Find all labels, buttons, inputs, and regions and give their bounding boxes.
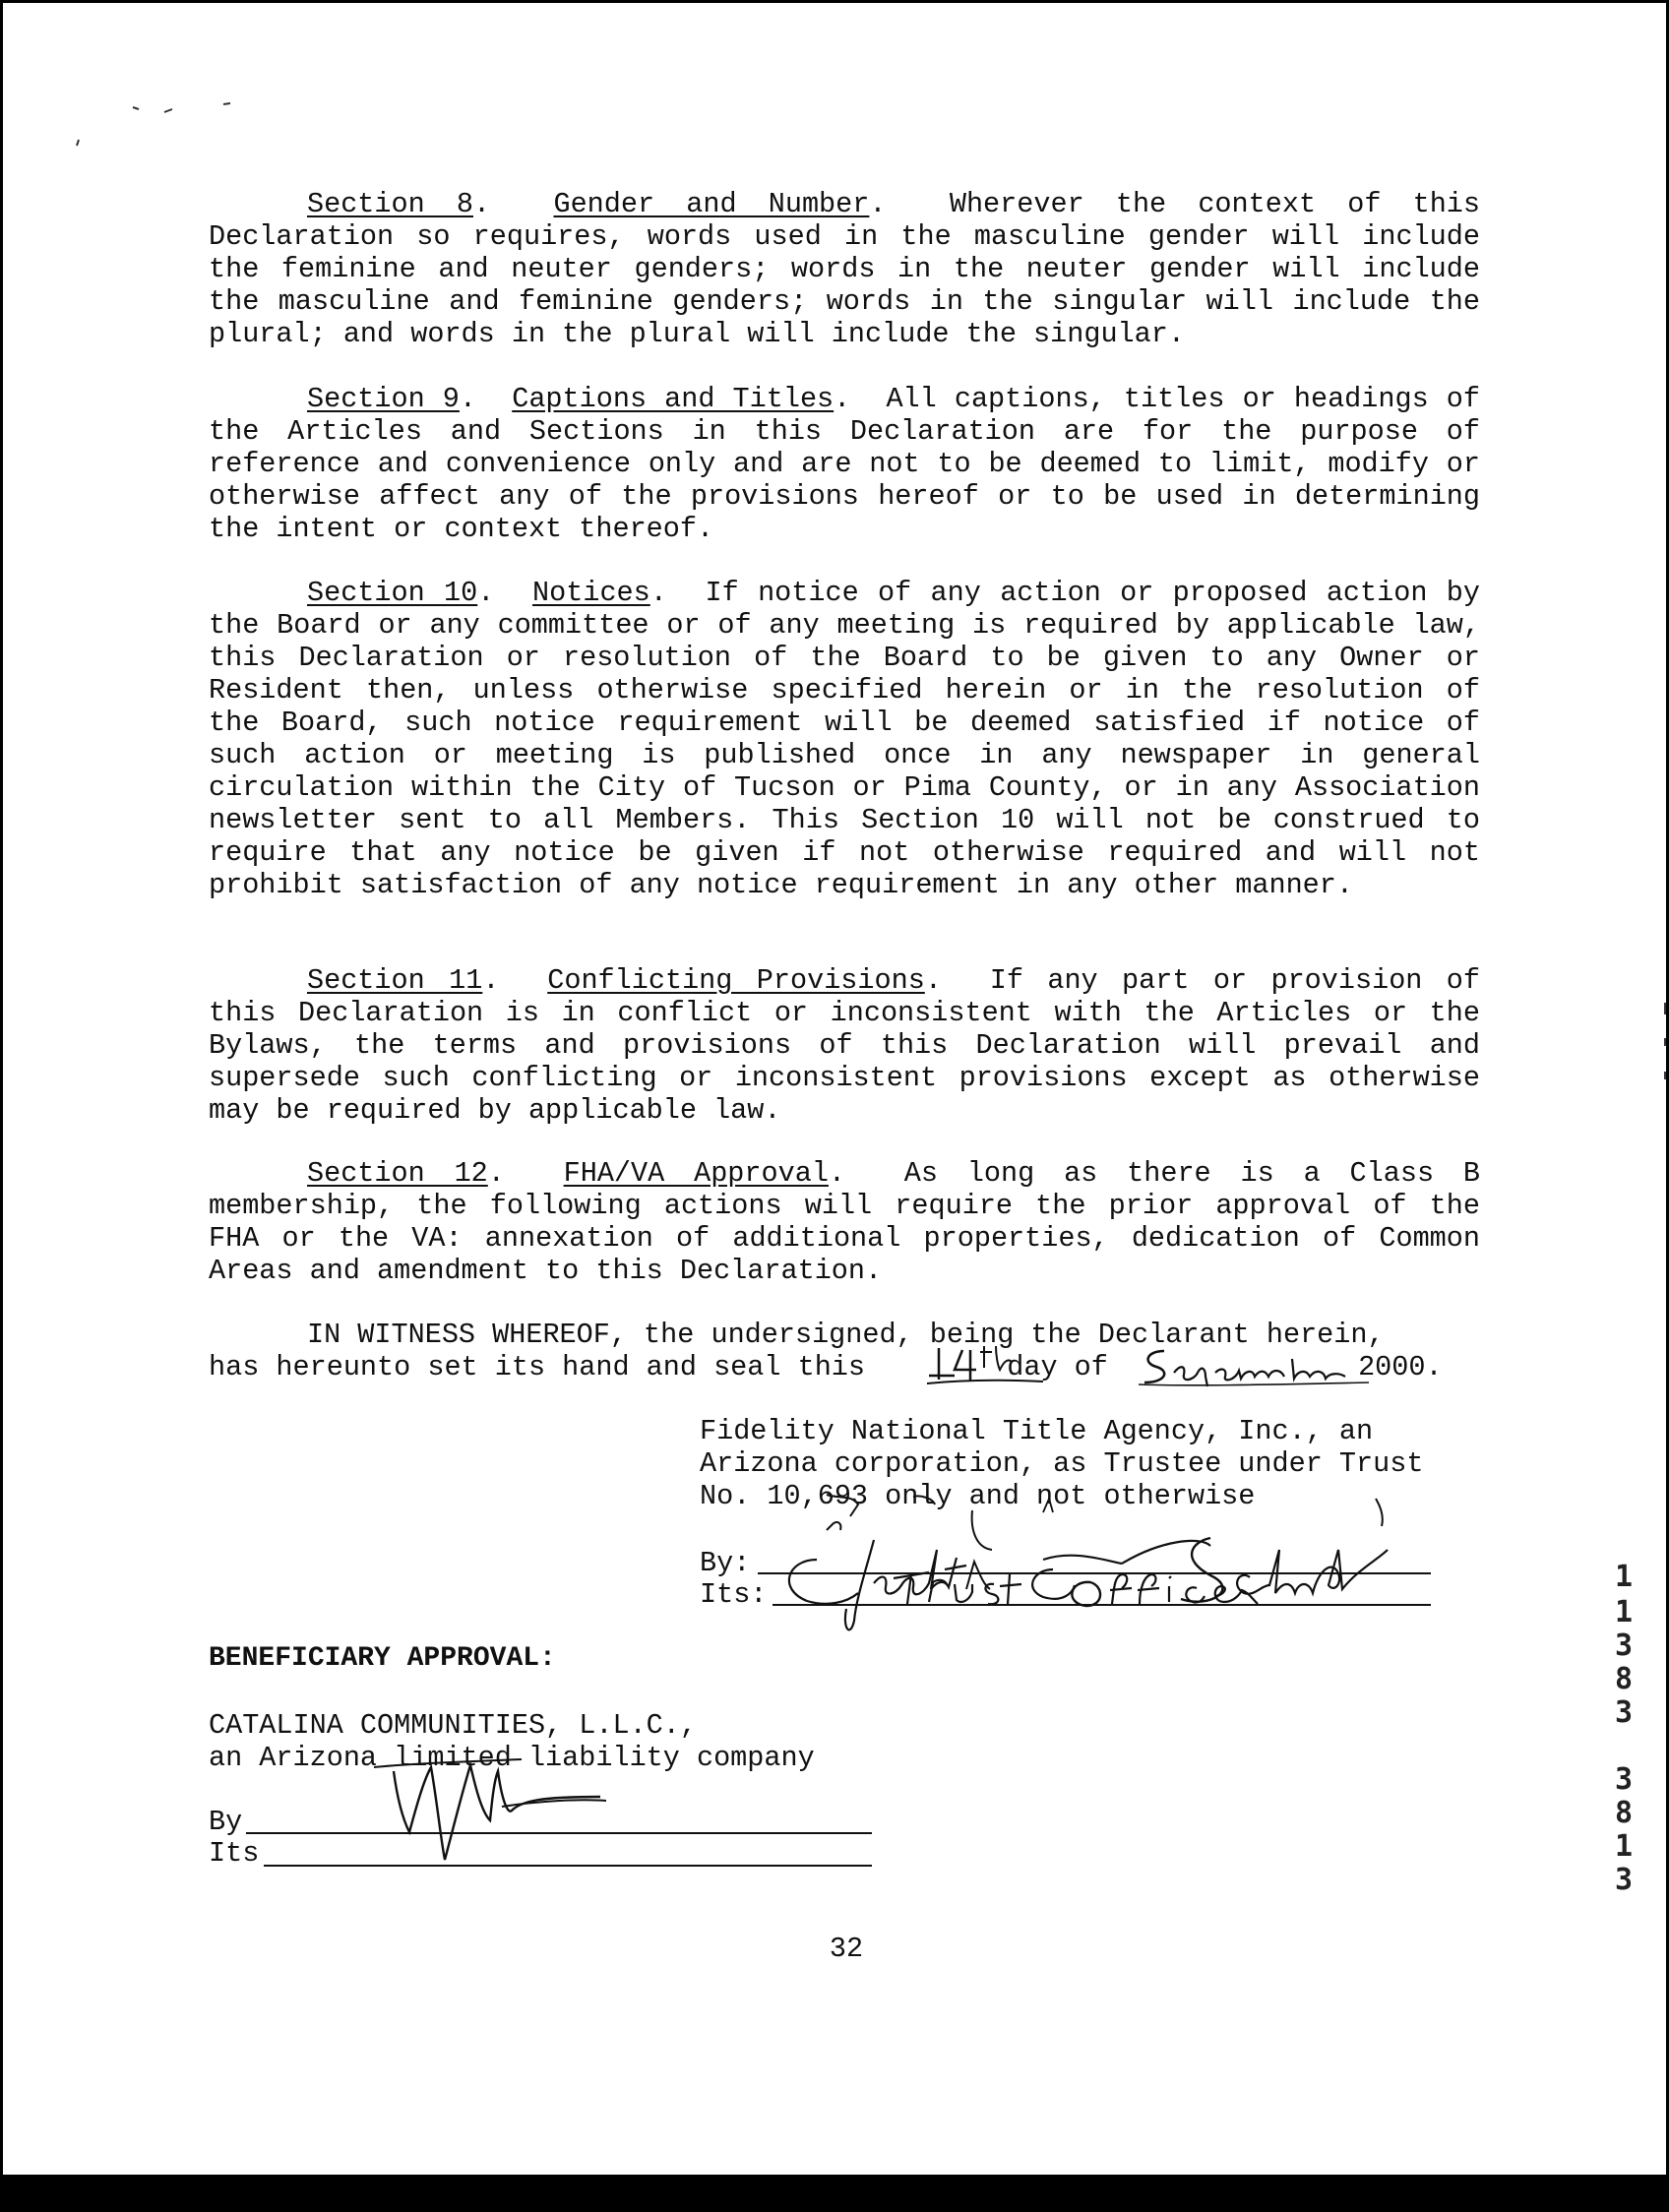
recording-stamp [1604, 1560, 1643, 1904]
scan-speck-marks [69, 98, 246, 157]
section-12-title: FHA/VA Approval [563, 1157, 829, 1190]
scan-border-bottom [0, 2175, 1669, 2212]
section-12-paragraph: Section 12. FHA/VA Approval. As long as there is a Class B membership, the following actions will require the prior approval of the FHA or the VA: annexation of additional properties, dedication of Common Areas and amendment to this Declaration. [209, 1157, 1481, 1287]
witness-line-2-start: has hereunto set its hand and seal this [209, 1351, 866, 1383]
witness-line-1: IN WITNESS WHEREOF, the undersigned, being the Declarant herein, [307, 1319, 1385, 1351]
beneficiary-its-label: Its [209, 1837, 260, 1870]
section-11-title: Conflicting Provisions [547, 964, 925, 997]
section-8-title: Gender and Number [553, 188, 870, 220]
section-10-paragraph: Section 10. Notices. If notice of any action or proposed action by the Board or any committee or of any meeting is required by applicable law, this Declaration or resolution of the Board to be given to any Owner or Resident then, unless otherwise specified herein or in the resolution of the Board, such notice requirement will be deemed satisfied if notice of such action or meeting is published once in any newspaper in general circulation within the City of Tucson or Pima County, or in any Association newsletter sent to all Members. This Section 10 will not be construed to require that any notice be given if not otherwise required and will not prohibit satisfaction of any notice requirement in any other manner. [209, 577, 1480, 901]
stamp-digit: 3 [1614, 1695, 1634, 1730]
handwritten-month-signature [1137, 1343, 1373, 1392]
trustee-its-handwritten [886, 1565, 1319, 1624]
witness-day-of: day of [1007, 1351, 1108, 1383]
section-9-label: Section 9 [307, 383, 460, 415]
section-11-body: If any part or provision of this Declaration is in conflict or inconsistent with the Articles or the Bylaws, the terms and provisions of this Declaration will prevail and supersede such conflicting or inconsistent provisions except as otherwise may be required by applicable law. [209, 964, 1481, 1127]
stamp-digit: 1 [1614, 1560, 1634, 1594]
beneficiary-company-line-1: CATALINA COMMUNITIES, L.L.C., [209, 1709, 697, 1742]
section-11-paragraph: Section 11. Conflicting Provisions. If any part or provision of this Declaration is in conflict or inconsistent with the Articles or the Bylaws, the terms and provisions of this Declaration will prevail and supersede such conflicting or inconsistent provisions except as otherwise may be required by applicable law. [209, 964, 1481, 1127]
beneficiary-heading: BENEFICIARY APPROVAL: [209, 1643, 556, 1674]
stamp-digit: 8 [1614, 1796, 1634, 1830]
section-10-title: Notices [532, 577, 650, 609]
witness-year: 2000. [1358, 1351, 1443, 1383]
stamp-digit: 3 [1614, 1628, 1634, 1663]
stamp-digit: 3 [1614, 1762, 1634, 1797]
section-9-body: All captions, titles or headings of the Articles and Sections in this Declaration are for the purpose of reference and convenience only and are not to be deemed to limit, modify or otherwise affect any of the provisions hereof or to be used in determining the intent or context thereof. [209, 383, 1480, 545]
trustee-line-1: Fidelity National Title Agency, Inc., an [700, 1415, 1374, 1447]
beneficiary-company-line-2: an Arizona limited liability company [209, 1742, 815, 1774]
beneficiary-by-label: By [209, 1806, 243, 1838]
stamp-digit: 1 [1614, 1829, 1634, 1864]
trustee-its-label: Its: [700, 1578, 768, 1611]
section-12-body: As long as there is a Class B membership, the following actions will require the prior approval of the FHA or the VA: annexation of additional properties, dedication of Common Areas and amendment to this Declaration. [209, 1157, 1481, 1287]
scan-border-top [0, 0, 1669, 3]
scan-edge-marks [1663, 999, 1669, 1087]
stamp-digit: 1 [1614, 1595, 1634, 1629]
section-8-label: Section 8 [307, 188, 473, 220]
page-number: 32 [829, 1933, 864, 1965]
stamp-digit: 8 [1614, 1662, 1634, 1696]
section-8-body: Wherever the context of this Declaration so requires, words used in the masculine gender will include the feminine and neuter genders; words in the neuter gender will include the masculine and feminine genders; words in the singular will include the plural; and words in the plural will include the singular. [209, 188, 1481, 350]
handwritten-day-signature [925, 1340, 1053, 1389]
trustee-line-2: Arizona corporation, as Trustee under Trust [700, 1447, 1424, 1480]
trustee-by-label: By: [700, 1547, 751, 1579]
section-8-paragraph: Section 8. Gender and Number. Wherever the context of this Declaration so requires, words used in the masculine gender will include the feminine and neuter genders; words in the neuter gender will include the masculine and feminine genders; words in the singular will include the plural; and words in the plural will include the singular. [209, 188, 1481, 350]
section-12-label: Section 12 [307, 1157, 488, 1190]
scan-border-left [0, 0, 3, 2175]
beneficiary-handwritten-signature [354, 1742, 630, 1870]
stamp-digit: 3 [1614, 1863, 1634, 1897]
section-11-label: Section 11 [307, 964, 483, 997]
section-10-label: Section 10 [307, 577, 478, 609]
section-10-body: If notice of any action or proposed action by the Board or any committee or of any meeting is required by applicable law, this Declaration or resolution of the Board to be given to any Owner or Resident then, unless otherwise specified herein or in the resolution of the Board, such notice requirement will be deemed satisfied if notice of such action or meeting is published once in any newspaper in general circulation within the City of Tucson or Pima County, or in any Association newsletter sent to all Members. This Section 10 will not be construed to require that any notice be given if not otherwise required and will not prohibit satisfaction of any notice requirement in any other manner. [209, 577, 1480, 901]
section-9-title: Captions and Titles [512, 383, 834, 415]
section-9-paragraph: Section 9. Captions and Titles. All captions, titles or headings of the Articles and Sections in this Declaration are for the purpose of reference and convenience only and are not to be deemed to limit, modify or otherwise affect any of the provisions hereof or to be used in determining the intent or context thereof. [209, 383, 1480, 545]
trustee-line-3: No. 10,693 only and not otherwise [700, 1480, 1256, 1512]
